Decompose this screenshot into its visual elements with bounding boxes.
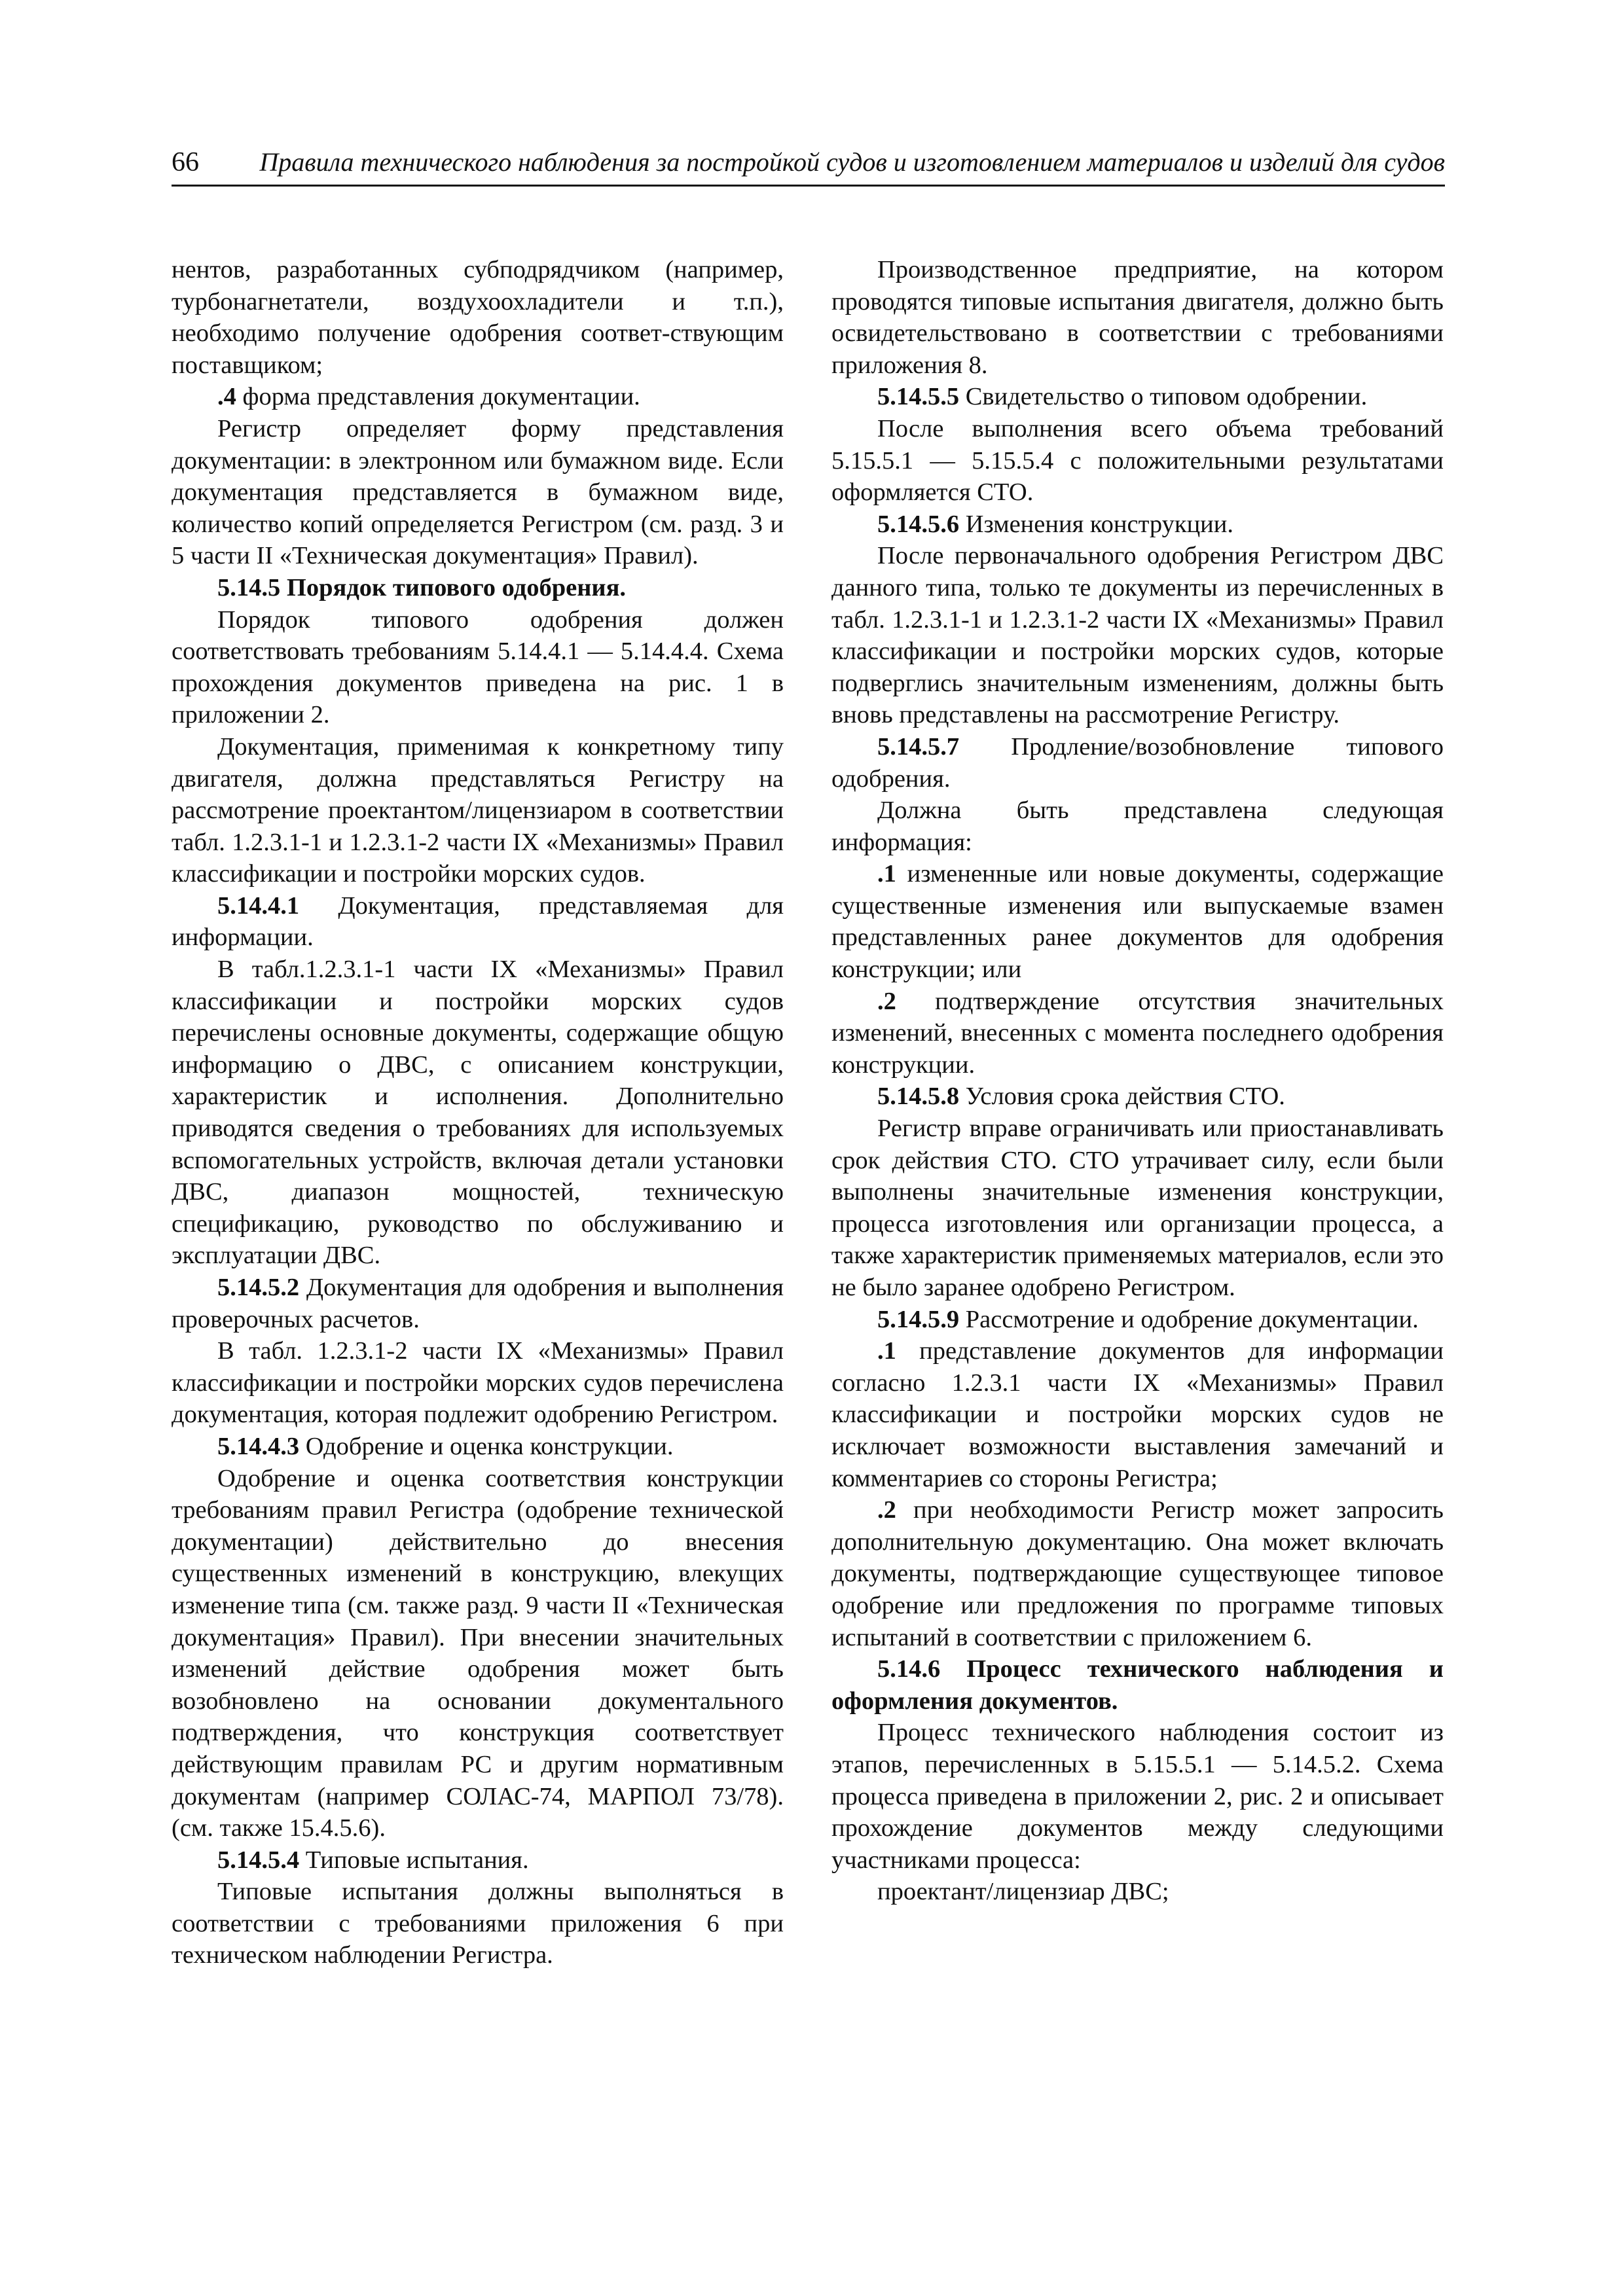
- paragraph: Документация, применимая к конкретному типу двигателя, должна представляться Регистру на рассмотрение проектантом/лицензиаром в соответствии табл. 1.2.3.1-1 и 1.2.3.1-2 части IX «Механизмы» Правил классификации и постройки морских судов.: [172, 732, 784, 888]
- list-item: .2 при необходимости Регистр может запросить дополнительную документацию. Она может включать документы, подтверждающие существующее типовое одобрение или предложения по программе типовых испытаний в соответствии с приложением 6.: [831, 1496, 1444, 1651]
- paragraph: В табл. 1.2.3.1-2 части IX «Механизмы» Правил классификации и постройки морских судов перечислена документация, которая подлежит одобрению Регистром.: [172, 1337, 784, 1429]
- paragraph: проектант/лицензиар ДВС;: [877, 1878, 1169, 1906]
- section-heading: 5.14.5 Порядок типового одобрения.: [217, 573, 627, 601]
- subsection: 5.14.5.5 Свидетельство о типовом одобрении.: [877, 383, 1368, 411]
- list-item: .1 измененные или новые документы, содержащие существенные изменения или выпускаемые взамен представленных ранее документов для одобрения конструкции; или: [831, 860, 1444, 984]
- paragraph: Регистр вправе ограничивать или приостанавливать срок действия СТО. СТО утрачивает силу, если были выполнены значительные изменения конструкции, процесса изготовления или организации процесса, а также характеристик применяемых материалов, если это не было заранее одобрено Регистром.: [831, 1115, 1444, 1301]
- running-header: [172, 144, 1445, 187]
- right-column: [831, 254, 1444, 1908]
- paragraph: Типовые испытания должны выполняться в соответствии с требованиями приложения 6 при техническом наблюдении Регистра.: [172, 1878, 784, 1969]
- list-item: .1 представление документов для информации согласно 1.2.3.1 части IX «Механизмы» Правил классификации и постройки морских судов не исключает возможности выставления замечаний и комментариев со стороны Регистра;: [831, 1337, 1444, 1492]
- paragraph: После выполнения всего объема требований 5.15.5.1 — 5.15.5.4 с положительными результатами оформляется СТО.: [831, 414, 1444, 507]
- paragraph: Должна быть представлена следующая информация:: [831, 797, 1444, 856]
- paragraph: нентов, разработанных субподрядчиком (например, турбонагнетатели, воздухоохладители и т.п.), необходимо получение одобрения соответ-ствующим поставщиком;: [172, 256, 784, 379]
- left-column: [172, 254, 784, 1971]
- paragraph: После первоначального одобрения Регистром ДВС данного типа, только те документы из перечисленных в табл. 1.2.3.1-1 и 1.2.3.1-2 части IX «Механизмы» Правил классификации и постройки морских судов, которые подверглись значительным изменениям, должны быть вновь представлены на рассмотрение Регистру.: [831, 542, 1444, 729]
- list-item: .2 подтверждение отсутствия значительных изменений, внесенных с момента последнего одобрения конструкции.: [831, 987, 1444, 1079]
- subsection: 5.14.4.1 Документация, представляемая для информации.: [172, 891, 784, 952]
- subsection: 5.14.5.4 Типовые испытания.: [217, 1846, 529, 1874]
- subsection: 5.14.4.3 Одобрение и оценка конструкции.: [217, 1432, 674, 1460]
- paragraph: Процесс технического наблюдения состоит из этапов, перечисленных в 5.15.5.1 — 5.14.5.2. Схема процесса приведена в приложении 2, рис. 2 и описывает прохождение документов между следующими участниками процесса:: [831, 1719, 1444, 1874]
- paragraph: Регистр определяет форму представления документации: в электронном или бумажном виде. Если документация представляется в бумажном виде, количество копий определяется Регистром (см. разд. 3 и 5 части II «Техническая документация» Правил).: [172, 414, 784, 570]
- paragraph: Порядок типового одобрения должен соответствовать требованиям 5.14.4.1 — 5.14.4.4. Схема прохождения документов приведена на рис. 1 в приложении 2.: [172, 605, 784, 729]
- page-number: 66: [172, 147, 199, 177]
- subsection: 5.14.5.9 Рассмотрение и одобрение документации.: [877, 1305, 1419, 1333]
- paragraph: Одобрение и оценка соответствия конструкции требованиям правил Регистра (одобрение технической документации) действительно до внесения существенных изменений в конструкцию, влекущих изменение типа (см. также разд. 9 части II «Техническая документация» Правил). При внесении значительных изменений действие одобрения может быть возобновлено на основании документального подтверждения, что конструкция соответствует действующим правилам РС и другим нормативным документам (например СОЛАС-74, МАРПОЛ 73/78). (см. также 15.4.5.6).: [172, 1464, 784, 1842]
- subsection: 5.14.5.8 Условия срока действия СТО.: [877, 1083, 1285, 1111]
- section-heading: 5.14.6 Процесс технического наблюдения и оформления документов.: [831, 1655, 1444, 1715]
- subsection: 5.14.5.2 Документация для одобрения и выполнения проверочных расчетов.: [172, 1274, 784, 1333]
- subsection: 5.14.5.6 Изменения конструкции.: [877, 510, 1234, 538]
- paragraph: В табл.1.2.3.1-1 части IX «Механизмы» Правил классификации и постройки морских судов перечислены основные документы, содержащие общую информацию о ДВС, с описанием конструкции, характеристик и исполнения. Дополнительно приводятся сведения о требованиях для используемых вспомогательных устройств, включая детали установки ДВС, диапазон мощностей, техническую спецификацию, руководство по обслуживанию и эксплуатации ДВС.: [172, 956, 784, 1270]
- subsection: 5.14.5.7 Продление/возобновление типового одобрения.: [831, 732, 1444, 793]
- running-title: Правила технического наблюдения за постройкой судов и изготовлением материалов и изделий для судов: [259, 147, 1445, 177]
- paragraph: Производственное предприятие, на котором проводятся типовые испытания двигателя, должно быть освидетельствовано в соответствии с требованиями приложения 8.: [831, 256, 1444, 379]
- list-item: .4 форма представления документации.: [217, 383, 640, 411]
